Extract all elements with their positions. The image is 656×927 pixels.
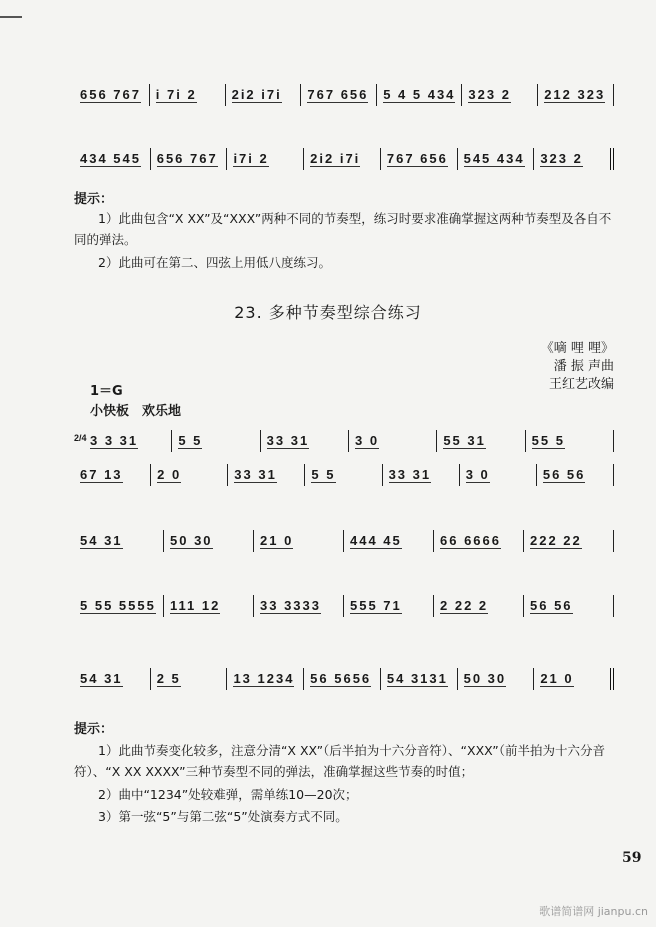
measure (226, 84, 302, 106)
measure (538, 84, 614, 106)
measure-notes: 2 5 (156, 670, 181, 686)
measure-notes: 767 656 (307, 86, 369, 102)
measure (377, 84, 462, 106)
measure-notes: 555 71 (350, 597, 402, 613)
measure (227, 148, 304, 170)
measure-notes: 767 656 (386, 150, 448, 166)
measure (150, 84, 226, 106)
measure (151, 148, 228, 170)
measure (74, 464, 151, 486)
measure-notes: 3 0 (465, 466, 490, 482)
measure-notes: 13 1234 (233, 670, 295, 686)
page-edge (0, 16, 22, 18)
measure-notes: 33 3333 (260, 597, 321, 613)
hints-heading: 提示： (74, 722, 114, 737)
measure-notes: 56 56 (530, 597, 573, 613)
measure (462, 84, 538, 106)
measure-notes: 444 45 (350, 532, 402, 548)
measure-notes: 54 3131 (386, 670, 448, 686)
measure-notes: 323 2 (540, 150, 583, 166)
measure (534, 668, 614, 690)
measure-notes: 656 767 (156, 150, 218, 166)
piece-title: 23. 多种节奏型综合练习 (234, 303, 422, 322)
measure (164, 530, 254, 552)
measure-notes: 56 56 (542, 466, 586, 482)
measure-notes: 5 4 5 434 (383, 86, 456, 102)
measure (84, 430, 172, 452)
notation-row (74, 464, 614, 486)
measure (534, 148, 614, 170)
measure-notes: 545 434 (463, 150, 525, 166)
measure-notes: 323 2 (468, 86, 511, 102)
measure-notes: 50 30 (463, 670, 507, 686)
notation-row (74, 595, 614, 617)
measure-notes: 56 5656 (310, 670, 372, 686)
measure-notes: 21 0 (260, 532, 294, 548)
notation-row (74, 148, 614, 170)
measure (151, 464, 228, 486)
measure (74, 595, 164, 617)
measure-notes: 656 767 (80, 86, 141, 102)
time-signature: 2/4 (74, 433, 87, 443)
measure (349, 430, 437, 452)
measure (301, 84, 377, 106)
measure (172, 430, 260, 452)
measure (524, 530, 614, 552)
piece-credits (541, 340, 614, 394)
measure (460, 464, 537, 486)
hint-2: 2）曲中“1234”处较难弹，需单练10—20次； (98, 787, 358, 802)
measure (227, 668, 304, 690)
measure-notes: 212 323 (544, 86, 606, 102)
measure (437, 430, 525, 452)
composer: 潘 振 声曲 (553, 359, 614, 374)
measure (524, 595, 614, 617)
measure-notes: i7i 2 (233, 150, 269, 166)
measure (344, 530, 434, 552)
measure (526, 430, 614, 452)
page-number: 59 (622, 850, 642, 866)
measure (304, 668, 381, 690)
hint-3: 3）第一弦“5”与第二弦“5”处演奏方式不同。 (98, 809, 348, 824)
measure-notes: 5 5 (178, 432, 203, 448)
measure-notes: 54 31 (80, 532, 123, 548)
measure-notes: 3 0 (354, 432, 380, 448)
notation-row (74, 668, 614, 690)
measure (151, 668, 228, 690)
notation-row (74, 530, 614, 552)
measure (458, 148, 535, 170)
measure-notes: 50 30 (170, 532, 213, 548)
notation-row (74, 84, 614, 106)
measure (434, 530, 524, 552)
arranger: 王红艺改编 (548, 377, 614, 392)
measure-notes: 67 13 (80, 466, 123, 482)
measure-notes: 54 31 (80, 670, 123, 686)
measure-notes: 2 22 2 (440, 597, 489, 613)
measure (305, 464, 382, 486)
measure-notes: 2 0 (157, 466, 182, 482)
measure (434, 595, 524, 617)
measure (304, 148, 381, 170)
measure (74, 84, 150, 106)
measure (164, 595, 254, 617)
watermark: 歌谱简谱网 jianpu.cn (539, 905, 648, 918)
notation-row (84, 430, 614, 452)
measure (537, 464, 614, 486)
measure (74, 668, 151, 690)
measure-notes: 66 6666 (440, 532, 501, 548)
measure-notes: 21 0 (540, 670, 574, 686)
measure (381, 148, 458, 170)
measure (261, 430, 349, 452)
prev-hint-2: 2）此曲可在第二、四弦上用低八度练习。 (98, 255, 331, 270)
measure-notes: 5 5 (311, 466, 336, 482)
prev-hints-heading: 提示： (74, 192, 114, 207)
prev-hint-1: 1）此曲包含“X XX”及“XXX”两种不同的节奏型，练习时要求准确掌握这两种节奏型及各自不同的弹法。 (74, 211, 612, 247)
measure-notes: 2i2 i7i (310, 150, 361, 166)
measure-notes: 33 31 (388, 466, 432, 482)
measure (381, 668, 458, 690)
measure-notes: 434 545 (80, 150, 141, 166)
measure (254, 530, 344, 552)
measure-notes: 5 55 5555 (80, 597, 156, 613)
measure (254, 595, 344, 617)
measure-notes: i 7i 2 (155, 86, 197, 102)
measure-notes: 222 22 (530, 532, 582, 548)
measure-notes: 2i2 i7i (231, 86, 282, 102)
measure (344, 595, 434, 617)
hint-1: 1）此曲节奏变化较多，注意分清“X XX”（后半拍为十六分音符）、“XXX”（前半拍为十六分音符）、“X XX XXXX”三种节奏型不同的弹法，准确掌握这些节奏的时值； (74, 743, 605, 779)
measure (383, 464, 460, 486)
measure-notes: 111 12 (170, 597, 221, 613)
measure (74, 530, 164, 552)
measure-notes: 3 3 31 (90, 432, 139, 448)
tempo-marking: 小快板 欢乐地 (90, 404, 182, 419)
source-song: 《嘀 哩 哩》 (540, 341, 614, 356)
measure (458, 668, 535, 690)
measure (228, 464, 305, 486)
measure-notes: 55 31 (443, 432, 486, 448)
key-signature: 1＝G (90, 384, 123, 399)
measure (74, 148, 151, 170)
measure-notes: 55 5 (531, 432, 565, 448)
measure-notes: 33 31 (266, 432, 310, 448)
measure-notes: 33 31 (234, 466, 277, 482)
